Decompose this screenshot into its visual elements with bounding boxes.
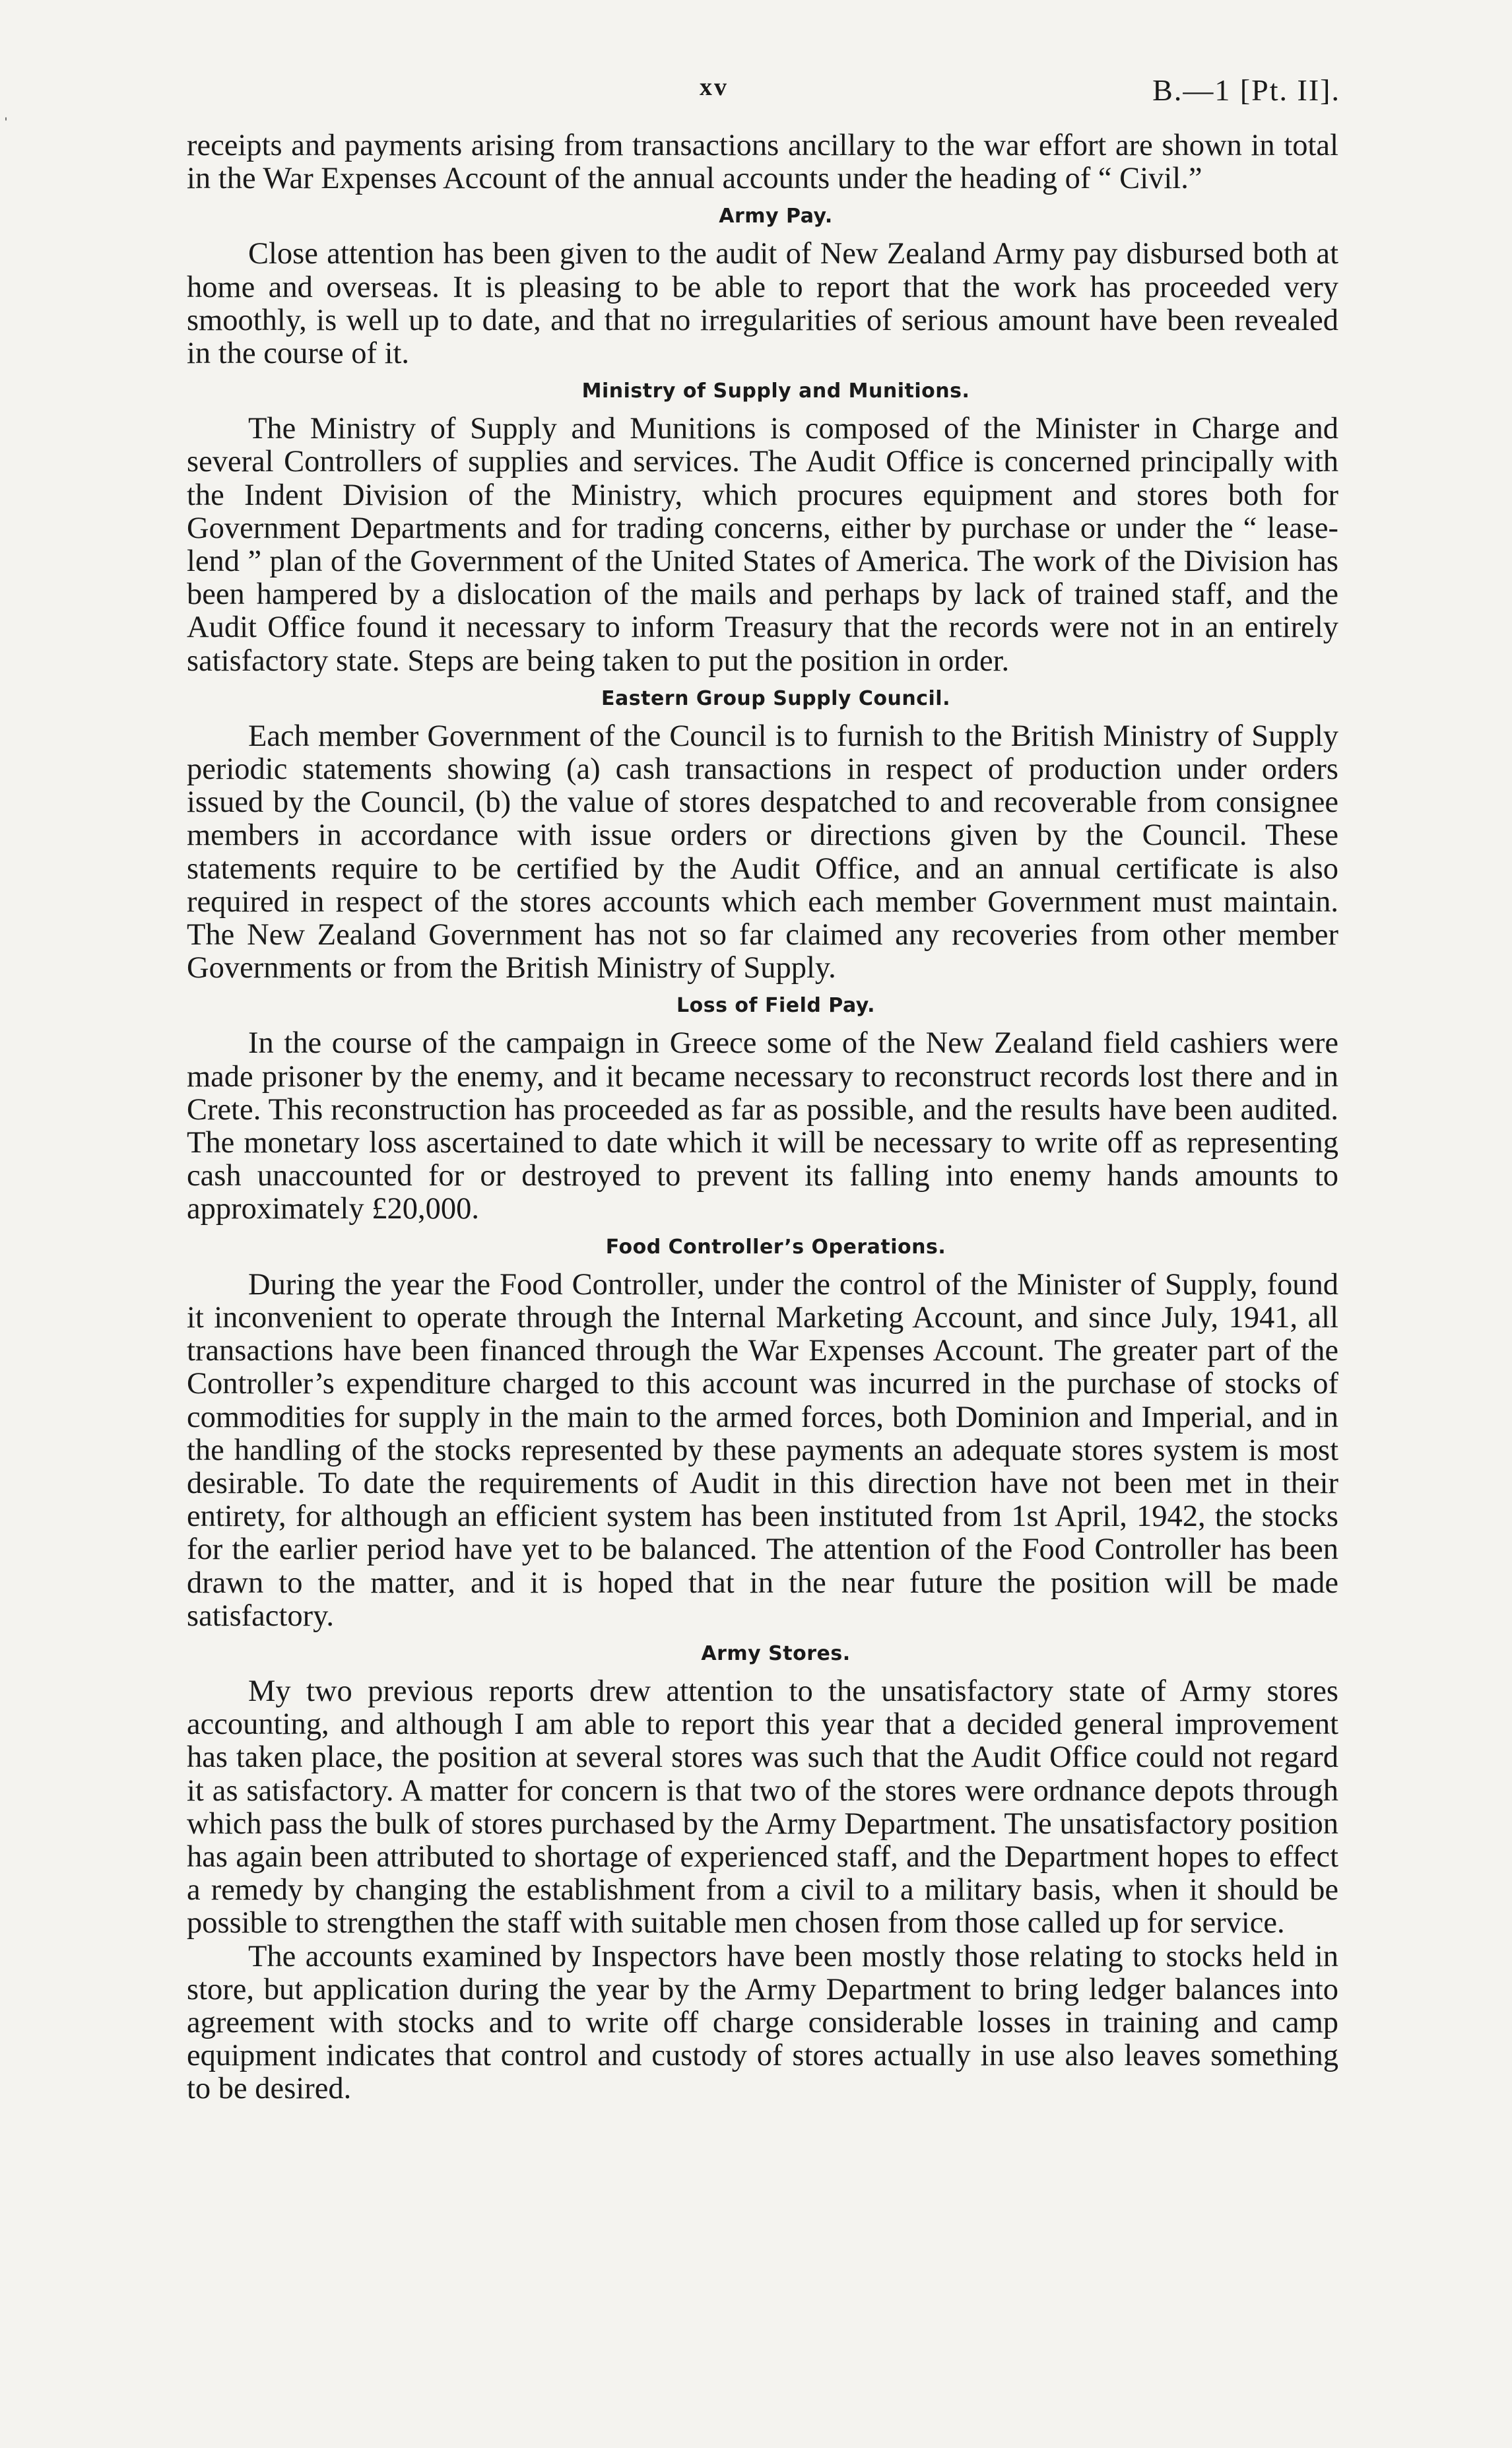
paragraph: Close attention has been given to the audit of New Zealand Army pay disbursed both at home and overseas. It is pleasing to be able to report that the work has proceeded very smoothly, is well up to date, and that no irregularities of serious amount have been revealed in the course of it. — [187, 237, 1338, 371]
paper-reference: B.—1 [Pt. II]. — [1152, 73, 1340, 107]
document-body — [187, 129, 1338, 2106]
paragraph: Each member Government of the Council is to furnish to the British Ministry of Supply periodic statements showing (a) cash transactions in respect of production under orders issued by the Council, (b) the value of stores despatched to and recoverable from consignee members in accordance with issue orders or directions given by the Council. These statements require to be certified by the Audit Office, and an annual certificate is also required in respect of the stores accounts which each member Government must maintain. The New Zealand Government has not so far claimed any recoveries from other member Governments or from the British Ministry of Supply. — [187, 719, 1338, 985]
paragraph: The Ministry of Supply and Munitions is composed of the Minister in Charge and several Controllers of supplies and services. The Audit Office is concerned principally with the Indent Division of the Ministry, which procures equipment and stores both for Government Departments and for trading concerns, either by purchase or under the “ lease-lend ” plan of the Government of the United States of America. The work of the Division has been hampered by a dislocation of the mails and perhaps by lack of trained staff, and the Audit Office found it necessary to inform Treasury that the records were not in an entirely satisfactory state. Steps are being taken to put the position in order. — [187, 412, 1338, 678]
paragraph: My two previous reports drew attention to the unsatisfactory state of Army stores accounting, and although I am able to report this year that a decided general improvement has taken place, the position at several stores was such that the Audit Office could not regard it as satisfactory. A matter for concern is that two of the stores were ordnance depots through which pass the bulk of stores purchased by the Army Department. The unsatisfactory position has again been attributed to shortage of experienced staff, and the Department hopes to effect a remedy by changing the establishment from a civil to a military basis, when it should be possible to strengthen the staff with suitable men chosen from those called up for service. — [187, 1674, 1338, 1940]
section-heading-loss-of-field-pay: Loss of Field Pay. — [676, 994, 876, 1018]
section-heading-food-controller: Food Controller’s Operations. — [605, 1235, 946, 1259]
paragraph: During the year the Food Controller, under the control of the Minister of Supply, found it inconvenient to operate through the Internal Marketing Account, and since July, 1941, all transactions have been financed through the War Expenses Account. The greater part of the Controller’s expenditure charged to this account was incurred in the purchase of stocks of commodities for supply in the main to the armed forces, both Dominion and Imperial, and in the handling of the stocks represented by these payments an adequate stores system is most desirable. To date the requirements of Audit in this direction have not been met in their entirety, for although an efficient system has been instituted from 1st April, 1942, the stocks for the earlier period have yet to be balanced. The attention of the Food Controller has been drawn to the matter, and it is hoped that in the near future the position will be made satisfactory. — [187, 1267, 1338, 1633]
page-number: xv — [700, 73, 729, 101]
paragraph: receipts and payments arising from transactions ancillary to the war effort are shown in total in the War Expenses Account of the annual accounts under the heading of “ Civil.” — [187, 129, 1338, 196]
section-heading-eastern-group: Eastern Group Supply Council. — [601, 686, 950, 710]
section-heading-army-pay: Army Pay. — [719, 205, 833, 228]
section-heading-army-stores: Army Stores. — [701, 1641, 851, 1665]
margin-mark: ˌ — [3, 99, 9, 121]
paragraph: The accounts examined by Inspectors have been mostly those relating to stocks held in store, but application during the year by the Army Department to bring ledger balances into agreement with stocks and to write off charge considerable losses in training and camp equipment indicates that control and custody of stores actually in use also leaves something to be desired. — [187, 1939, 1338, 2106]
page-header — [0, 73, 1512, 125]
paragraph: In the course of the campaign in Greece some of the New Zealand field cashiers were made prisoner by the enemy, and it became necessary to reconstruct records lost there and in Crete. This reconstruction has proceeded as far as possible, and the results have been audited. The monetary loss ascertained to date which it will be necessary to write off as representing cash unaccounted for or destroyed to prevent its falling into enemy hands amounts to approximately £20,000. — [187, 1026, 1338, 1226]
section-heading-ministry-of-supply: Ministry of Supply and Munitions. — [581, 380, 970, 403]
